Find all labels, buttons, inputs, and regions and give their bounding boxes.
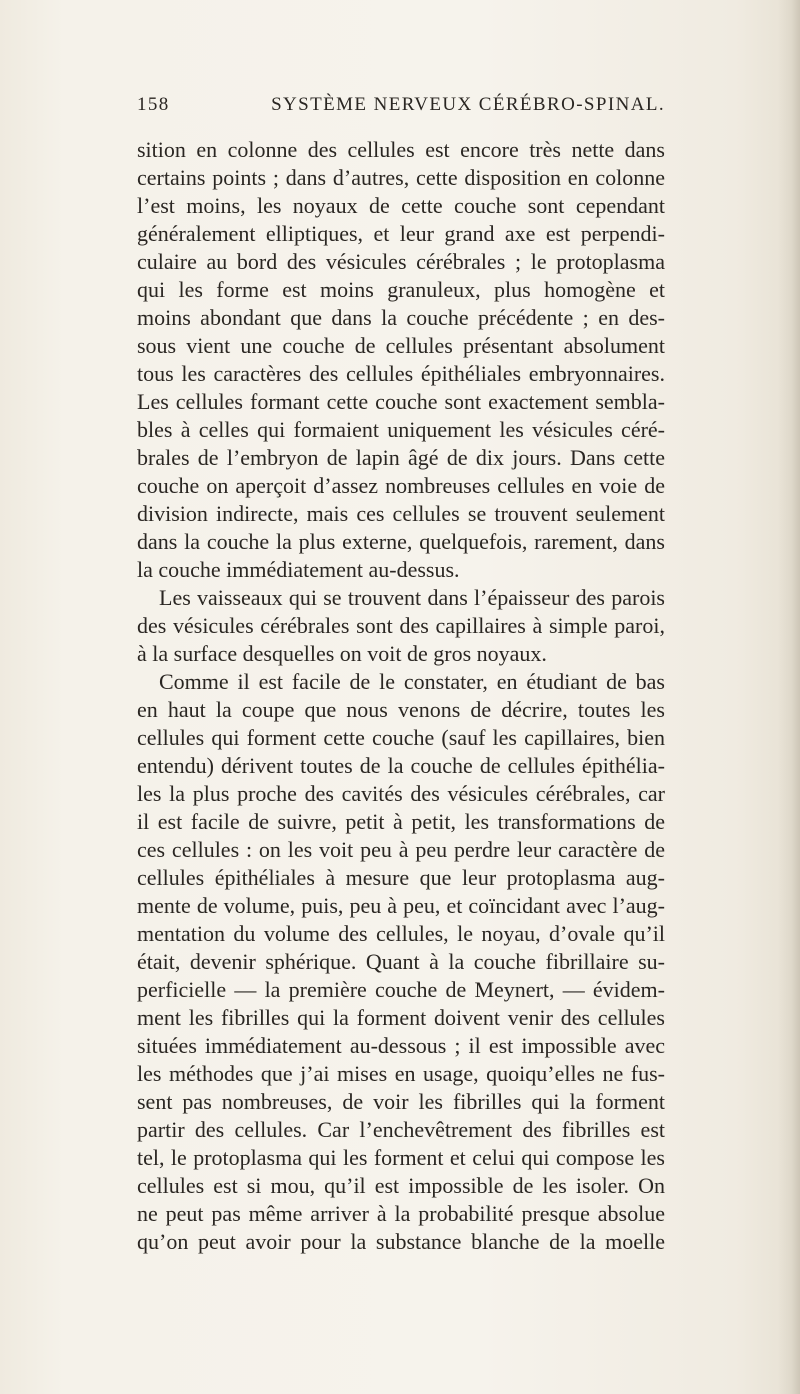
text-line: ment les fibrilles qui la forment doivent venir des cellules — [137, 1005, 665, 1030]
text-line: sent pas nombreuses, de voir les fibrilles qui la forment — [137, 1089, 665, 1114]
text-line: situées immédiatement au-dessous ; il est impossible avec — [137, 1033, 665, 1058]
text-line: entendu) dérivent toutes de la couche de cellules épithélia- — [137, 753, 665, 778]
text-line: qu’on peut avoir pour la substance blanche de la moelle — [137, 1229, 665, 1254]
text-line: mentation du volume des cellules, le noyau, d’ovale qu’il — [137, 921, 665, 946]
body-text — [137, 136, 665, 1256]
text-line: l’est moins, les noyaux de cette couche sont cependant — [137, 193, 665, 218]
text-line: Comme il est facile de le constater, en étudiant de bas — [159, 669, 665, 694]
text-line: cellules épithéliales à mesure que leur protoplasma aug- — [137, 865, 665, 890]
text-line: était, devenir sphérique. Quant à la couche fibrillaire su- — [137, 949, 665, 974]
text-line: culaire au bord des vésicules cérébrales ; le protoplasma — [137, 249, 665, 274]
text-line: sition en colonne des cellules est encore très nette dans — [137, 137, 665, 162]
text-line: ces cellules : on les voit peu à peu perdre leur caractère de — [137, 837, 665, 862]
text-line: les méthodes que j’ai mises en usage, quoiqu’elles ne fus- — [137, 1061, 665, 1086]
text-line: couche on aperçoit d’assez nombreuses cellules en voie de — [137, 473, 665, 498]
text-line: mente de volume, puis, peu à peu, et coïncidant avec l’aug- — [137, 893, 665, 918]
text-line: bles à celles qui formaient uniquement les vésicules céré- — [137, 417, 665, 442]
text-line: tel, le protoplasma qui les forment et celui qui compose les — [137, 1145, 665, 1170]
text-line: cellules qui forment cette couche (sauf les capillaires, bien — [137, 725, 665, 750]
page-edge-shadow — [778, 0, 800, 1394]
text-line: qui les forme est moins granuleux, plus homogène et — [137, 277, 665, 302]
text-line: tous les caractères des cellules épithéliales embryonnaires. — [137, 361, 665, 386]
text-line: Les cellules formant cette couche sont exactement sembla- — [137, 389, 665, 414]
text-line: perficielle — la première couche de Meynert, — évidem- — [137, 977, 665, 1002]
text-line: dans la couche la plus externe, quelquefois, rarement, dans — [137, 529, 665, 554]
text-line: la couche immédiatement au-dessus. — [137, 557, 460, 582]
text-line: il est facile de suivre, petit à petit, les transformations de — [137, 809, 665, 834]
text-line: généralement elliptiques, et leur grand axe est perpendi- — [137, 221, 665, 246]
text-line: brales de l’embryon de lapin âgé de dix jours. Dans cette — [137, 445, 665, 470]
text-line: certains points ; dans d’autres, cette disposition en colonne — [137, 165, 665, 190]
text-line: Les vaisseaux qui se trouvent dans l’épaisseur des parois — [159, 585, 665, 610]
text-line: des vésicules cérébrales sont des capillaires à simple paroi, — [137, 613, 665, 638]
text-line: ne peut pas même arriver à la probabilité presque absolue — [137, 1201, 665, 1226]
text-line: en haut la coupe que nous venons de décrire, toutes les — [137, 697, 665, 722]
text-line: sous vient une couche de cellules présentant absolument — [137, 333, 665, 358]
page-number: 158 — [137, 94, 170, 115]
text-line: partir des cellules. Car l’enchevêtrement des fibrilles est — [137, 1117, 665, 1142]
text-line: moins abondant que dans la couche précédente ; en des- — [137, 305, 665, 330]
running-title: SYSTÈME NERVEUX CÉRÉBRO-SPINAL. — [271, 94, 665, 115]
text-line: cellules est si mou, qu’il est impossible de les isoler. On — [137, 1173, 665, 1198]
text-line: à la surface desquelles on voit de gros noyaux. — [137, 641, 547, 666]
running-header — [137, 94, 665, 120]
text-line: division indirecte, mais ces cellules se trouvent seulement — [137, 501, 665, 526]
text-line: les la plus proche des cavités des vésicules cérébrales, car — [137, 781, 665, 806]
